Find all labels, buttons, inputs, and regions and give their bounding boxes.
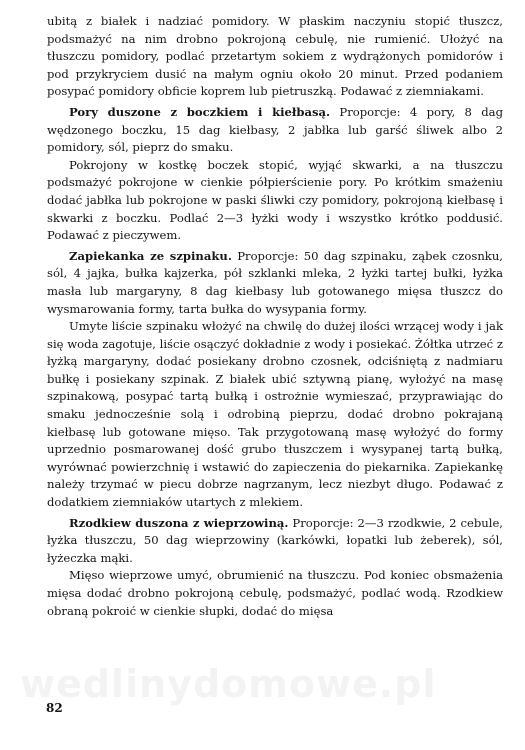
paragraph-5: Umyte liście szpinaku włożyć na chwilę do dużej ilości wrzącej wody i jak się woda zagotuje, liście osączyć dokładnie z wody i posiekać. Żółtka utrzeć z łyżką margaryny, dodać posiekany drobno czosnek, odciśniętą z nadmiaru bułkę i posiekany szpinak. Z białek ubić sztywną pianę, wyłożyć na masę szpinakową, posypać tartą bułką i ostrożnie wymieszać, przyprawiając do smaku jednocześnie solą i odrobiną pieprzu, dodać drobno pokrajaną kiełbasę lub gotowane mięso. Tak przygotowaną masę wyłożyć do formy uprzednio posmarowanej dość grubo tłuszczem i wysypanej tartą bułką, wyrównać powierzchnię i wstawić do zapieczenia do piekarnika. Zapiekankę należy trzymać w piecu dobrze nagrzanym, lecz niezbyt długo. Podawać z dodatkiem ziemniaków utartych z mlekiem. [47, 319, 503, 510]
recipe-rzodkiew-intro [47, 515, 503, 568]
recipe-zapiekanka-proportions: Proporcje: 50 dag szpinaku, ząbek czosnku, sól, 4 jajka, bułka kajzerka, pół szklanki mleka, 2 łyżki tartej bułki, łyżka masła lub margaryny, 8 dag kiełbasy lub gotowanego mięsa tłuszcz do wysmarowania formy, tarta bułka do wysypania formy. [47, 248, 503, 316]
recipe-zapiekanka-intro [47, 248, 503, 318]
paragraph-7: Mięso wieprzowe umyć, obrumienić na tłuszczu. Pod koniec obsmażenia mięsa dodać drobno pokrojoną cebulę, podsmażyć, podlać wodą. Rzodkiew obraną pokroić w cienkie słupki, dodać do mięsa [47, 568, 503, 618]
page-text [47, 13, 503, 620]
recipe-rzodkiew-proportions: Proporcje: 2—3 rzodkwie, 2 cebule, łyżka tłuszczu, 50 dag wieprzowiny (karkówki, łopatki lub żeberek), sól, łyżeczka mąki. [47, 515, 503, 565]
recipe-title-pory: Pory duszone z boczkiem i kiełbasą. [69, 104, 331, 119]
recipe-title-rzodkiew: Rzodkiew duszona z wieprzowiną. [69, 515, 289, 530]
recipe-title-zapiekanka: Zapiekanka ze szpinaku. [69, 248, 232, 263]
paragraph-3: Pokrojony w kostkę boczek stopić, wyjąć skwarki, a na tłuszczu podsmażyć pokrojone w cienkie półpierścienie pory. Po krótkim smażeniu dodać jabłka lub pokrojone w paski śliwki czy pomidory, pokrojoną kiełbasę i skwarki z boczku. Podlać 2—3 łyżki wody i wszystko krótko poddusić. Podawać z pieczywem. [47, 157, 503, 243]
recipe-pory-proportions: Proporcje: 4 pory, 8 dag wędzonego boczku, 15 dag kiełbasy, 2 jabłka lub garść śliwek albo 2 pomidory, sól, pieprz do smaku. [47, 104, 503, 155]
watermark [20, 662, 520, 706]
page-number: 82 [46, 701, 63, 715]
recipe-pory-intro [47, 104, 503, 157]
paragraph-1: ubitą z białek i nadziać pomidory. W płaskim naczyniu stopić tłuszcz, podsmażyć na nim drobno pokrojoną cebulę, nie rumienić. Ułożyć na tłuszczu pomidory, podlać przetartym sokiem z wydrążonych pomidorów i pod przykryciem dusić na małym ogniu około 20 minut. Przed podaniem posypać pomidory obficie koprem lub pietruszką. Podawać z ziemniakami. [47, 14, 503, 99]
